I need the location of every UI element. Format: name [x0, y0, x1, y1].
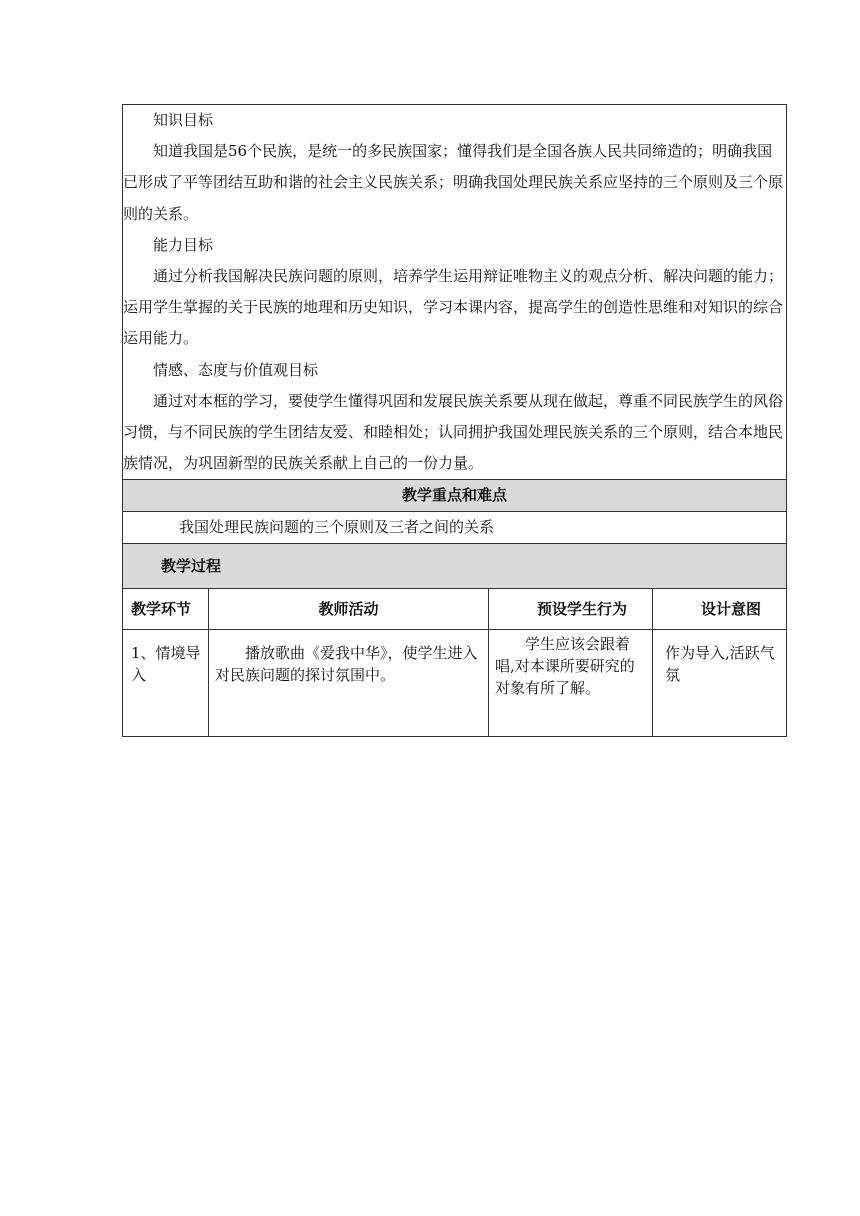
- objectives-cell: [123, 105, 787, 480]
- emotion-heading: 情感、态度与价值观目标: [153, 360, 319, 379]
- column-header-stage: 教学环节: [123, 589, 209, 630]
- ability-text: 通过分析我国解决民族问题的原则，培养学生运用辩证唯物主义的观点分析、解决问题的能力；运用学生掌握的关于民族的地理和历史知识，学习本课内容，提高学生的创造性思维和对知识的综合运用能力。: [123, 267, 784, 348]
- key-points-title: 教学重点和难点: [123, 480, 787, 512]
- key-points-text: 我国处理民族问题的三个原则及三者之间的关系: [123, 512, 787, 544]
- column-header-intent: 设计意图: [653, 589, 787, 630]
- column-header-student: 预设学生行为: [489, 589, 653, 630]
- emotion-text: 通过对本框的学习，要使学生懂得巩固和发展民族关系要从现在做起，尊重不同民族学生的风俗习惯，与不同民族的学生团结友爱、和睦相处；认同拥护我国处理民族关系的三个原则，结合本地民族情况，为巩固新型的民族关系献上自己的一份力量。: [123, 391, 784, 473]
- teacher-activity-cell: 播放歌曲《爱我中华》，使学生进入对民族问题的探讨氛围中。: [209, 630, 489, 737]
- objectives-row: [123, 105, 787, 480]
- ability-heading: 能力目标: [153, 235, 214, 254]
- key-points-title-row: [123, 480, 787, 512]
- process-title: 教学过程: [123, 544, 787, 589]
- process-title-row: [123, 544, 787, 589]
- stage-cell: 1、情境导入: [123, 630, 209, 737]
- table-row: [123, 630, 787, 737]
- lesson-plan-table: [122, 104, 787, 737]
- column-header-teacher: 教师活动: [209, 589, 489, 630]
- student-behavior-cell: 学生应该会跟着唱,对本课所要研究的对象有所了解。: [489, 630, 653, 737]
- process-header-row: [123, 589, 787, 630]
- knowledge-text: 知道我国是56个民族，是统一的多民族国家；懂得我们是全国各族人民共同缔造的；明确我国已形成了平等团结互助和谐的社会主义民族关系；明确我国处理民族关系应坚持的三个原则及三个原则的关系。: [123, 142, 784, 223]
- design-intent-cell: 作为导入,活跃气氛: [653, 630, 787, 737]
- key-points-body-row: [123, 512, 787, 544]
- knowledge-heading: 知识目标: [153, 111, 214, 129]
